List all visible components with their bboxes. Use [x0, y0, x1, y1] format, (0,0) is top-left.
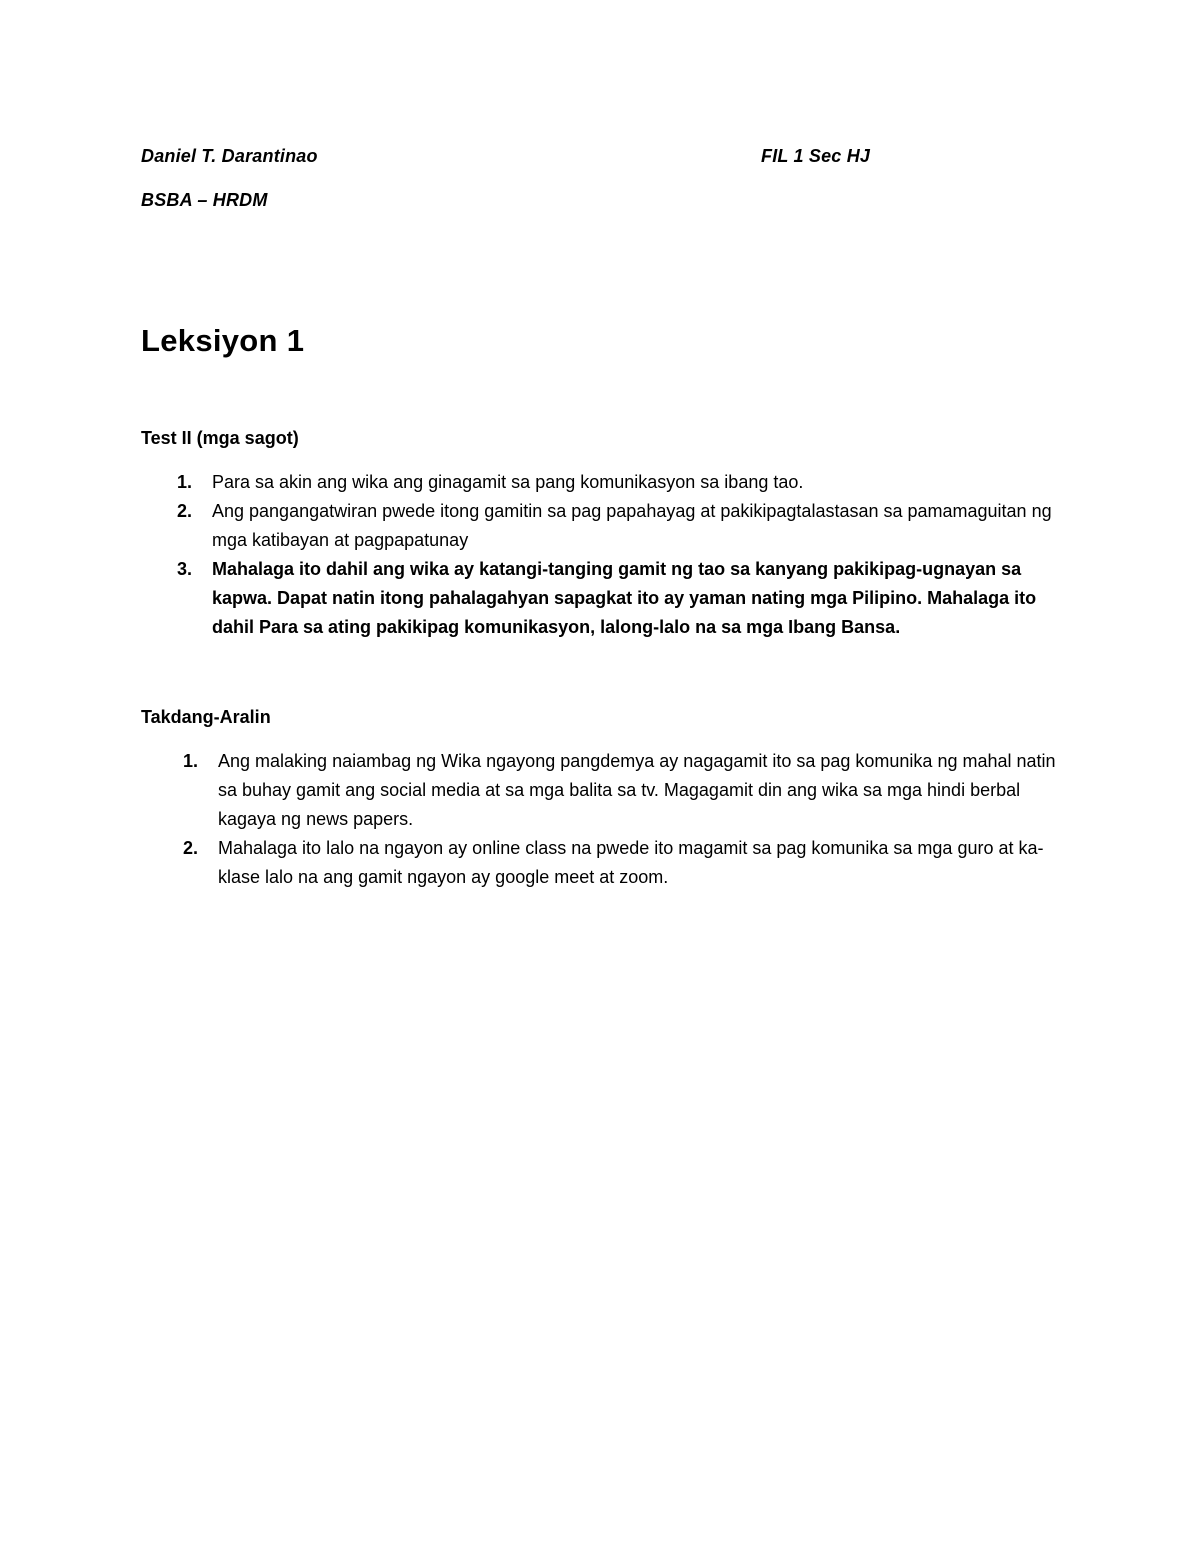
page-title: Leksiyon 1: [141, 323, 305, 358]
item-number: 1.: [177, 472, 193, 492]
item-text: Ang pangangatwiran pwede itong gamitin sa pag papahayag at pakikipagtalastasan sa pamamaguitan ng mga katibayan at pagpapatunay: [212, 501, 1052, 550]
course-code: FIL 1 Sec HJ: [761, 146, 871, 166]
test2-heading: Test II (mga sagot): [141, 428, 299, 448]
list-item: [183, 834, 1063, 892]
list-item: [177, 468, 1057, 497]
list-item: [183, 747, 1063, 834]
takdang-aralin-list: [183, 747, 1063, 892]
item-text: Mahalaga ito dahil ang wika ay katangi-tanging gamit ng tao sa kanyang pakikipag-ugnayan sa kapwa. Dapat natin itong pahalagahyan sapagkat ito ay yaman nating mga Pilipino. Mahalaga ito dahil Para sa ating pakikipag komunikasyon, lalong-lalo na sa mga Ibang Bansa.: [212, 559, 1037, 637]
item-number: 1.: [183, 751, 199, 771]
item-number: 2.: [177, 501, 193, 521]
item-text: Mahalaga ito lalo na ngayon ay online class na pwede ito magamit sa pag komunika sa mga guro at ka-klase lalo na ang gamit ngayon ay google meet at zoom.: [218, 838, 1044, 887]
item-number: 3.: [177, 559, 193, 579]
takdang-aralin-heading: Takdang-Aralin: [141, 707, 271, 727]
list-item: [177, 497, 1057, 555]
item-text: Para sa akin ang wika ang ginagamit sa pang komunikasyon sa ibang tao.: [212, 472, 804, 492]
test2-list: [177, 468, 1057, 642]
list-item: [177, 555, 1057, 642]
item-text: Ang malaking naiambag ng Wika ngayong pangdemya ay nagagamit ito sa pag komunika ng mahal natin sa buhay gamit ang social media at sa mga balita sa tv. Magagamit din ang wika sa mga hindi berbal kagaya ng news papers.: [218, 751, 1056, 829]
program-name: BSBA – HRDM: [141, 190, 268, 210]
item-number: 2.: [183, 838, 199, 858]
student-name: Daniel T. Darantinao: [141, 146, 318, 166]
